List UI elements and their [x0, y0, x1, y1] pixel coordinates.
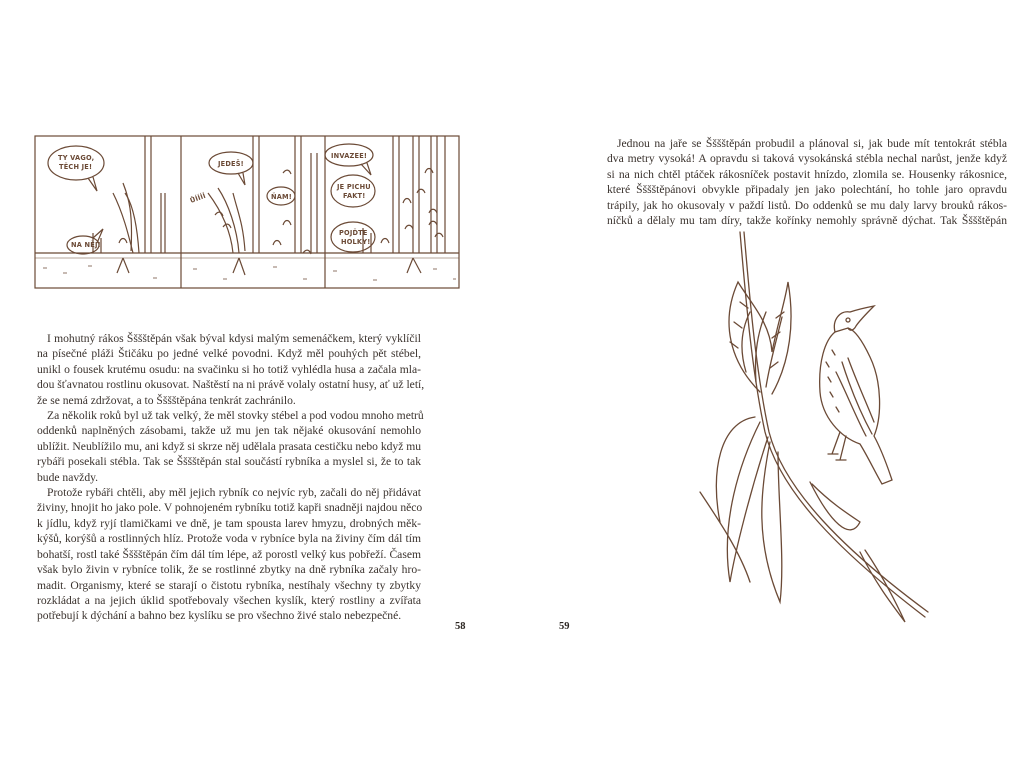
text-line: na písečné pláži Štičáku po jedné velké povodni. Když měl pouhých pět stébel, — [37, 347, 421, 361]
bird-legs — [828, 432, 846, 460]
comic-text: TĚCH JE! — [59, 163, 93, 171]
text-line: ublížit. Neublížilo mu, ani když si skrze něj udělala prasata cestičku nebo když mu — [37, 439, 422, 453]
paragraph — [607, 136, 1007, 228]
right-body-text — [607, 136, 1007, 228]
comic-text: ŇAM! — [271, 193, 292, 201]
text-line: že se nemá zdržovat, a to Šššštěpána tenkrát zachránilo. — [37, 393, 296, 407]
text-line: Za několik roků byl už tak velký, že měl stovky stébel a pod vodou mnoho metrů — [47, 409, 424, 423]
text-line: madit. Organismy, které se starají o čistotu rybníka, nestíhaly všechny ty zbytky — [37, 578, 421, 592]
comic-text: JEDEŠ! — [218, 160, 244, 168]
bird-body — [820, 328, 892, 484]
text-line: rybáři posekali stébla. Tak se Šššštěpán stal součástí rybníka a myslel si, že to tak — [37, 455, 421, 469]
text-line: však bylo živin v rybníce tolik, že se rostlinné zbytky na dně rybníka začaly hro- — [37, 563, 421, 577]
comic-text: FAKT! — [343, 192, 366, 200]
right-page — [512, 0, 1024, 768]
comic-text: HOLKY! — [341, 238, 371, 246]
bird-eye — [846, 318, 850, 322]
text-line: potřebují k dýchání a bahno bez kyslíku se pro všechno živé stalo nebezpečné. — [37, 609, 402, 623]
page-number: 58 — [455, 621, 466, 632]
paragraph — [37, 331, 425, 408]
paragraph — [37, 408, 424, 485]
bird-wing — [836, 358, 874, 436]
page-number: 59 — [559, 621, 570, 632]
comic-sfx: ŮÍÍÍÍ — [188, 191, 207, 205]
reed-and-bird-drawing — [660, 222, 950, 642]
text-line: které Šššštěpánovi obvykle připadaly jen jako polechtání, ho tohle jaro opravdu — [607, 183, 1007, 197]
paragraph — [37, 485, 421, 624]
reed-plume — [729, 282, 791, 394]
comic-text: NA NĚJ! — [71, 241, 101, 249]
text-line: bohatší, rostl také Šššštěpán čím dál tím lépe, až porostl velký kus pobřeží. Časem — [37, 547, 421, 561]
comic-illustration — [33, 133, 463, 293]
text-line: k jídlu, když ryjí tlamičkami ve dně, je tam spousta larev hmyzu, drobných měk- — [37, 516, 421, 530]
text-line: unikl o fousek krutému osudu: na svačinku si ho totiž vyhlédla husa a začala mla- — [37, 362, 421, 376]
text-line: živiny, hnojit ho jako pole. V pohnojeném rybníku totiž kapři snadněji najdou něco — [37, 501, 423, 515]
text-line: kýšů, korýšů a rostlinných hlíz. Protože voda v rybníce byla na živiny čím dál tím — [37, 532, 421, 546]
text-line: dou šťavnatou rostlinu okusovat. Naštěstí na ni právě volaly ostatní husy, ať už letí, — [37, 378, 425, 392]
bird-head — [834, 306, 874, 332]
comic-frame — [35, 136, 459, 288]
text-line: dva metry vysoká! A opravdu si taková vysokánská stébla nechal narůst, jenže když — [607, 152, 1007, 166]
text-line: trápily, jak ho okusovaly v paždí listů. Do oddenků se mu daly larvy brouků rákos- — [607, 198, 1007, 212]
text-line: níčků a dělaly mu tam díry, takže kořínky nemohly správně dýchat. Tak Šššštěpán — [607, 214, 1007, 228]
reed-warbler-illustration — [660, 222, 950, 642]
comic-text: TY VAGO, — [58, 154, 95, 162]
comic-text: INVAZEE! — [331, 152, 368, 160]
text-line: si na nich chtěl ptáček rákosníček postavit hnízdo, zlomila se. Housenky rákosnice, — [607, 167, 1007, 181]
comic-text: POJĎTE — [339, 229, 368, 237]
comic-text: JE PICHU — [337, 183, 371, 191]
text-line: Jednou na jaře se Šššštěpán probudil a plánoval si, jak bude mít tentokrát stébla — [617, 137, 1007, 150]
text-line: bude navždy. — [37, 470, 99, 484]
text-line: oddenků naplněných zásobami, takže už mu jen tak nějaké okusování nemohlo — [37, 424, 421, 438]
comic-strip — [33, 133, 463, 293]
text-line: rozkládat a na jejich úklid spotřebovaly všechen kyslík, který rostliny a zvířata — [37, 593, 421, 607]
text-line: Protože rybáři chtěli, aby měl jejich rybník co nejvíc ryb, začali do něj přidávat — [47, 486, 421, 500]
text-line: I mohutný rákos Šššštěpán však býval kdysi malým semenáčkem, který vyklíčil — [47, 332, 421, 345]
left-body-text — [37, 331, 425, 624]
